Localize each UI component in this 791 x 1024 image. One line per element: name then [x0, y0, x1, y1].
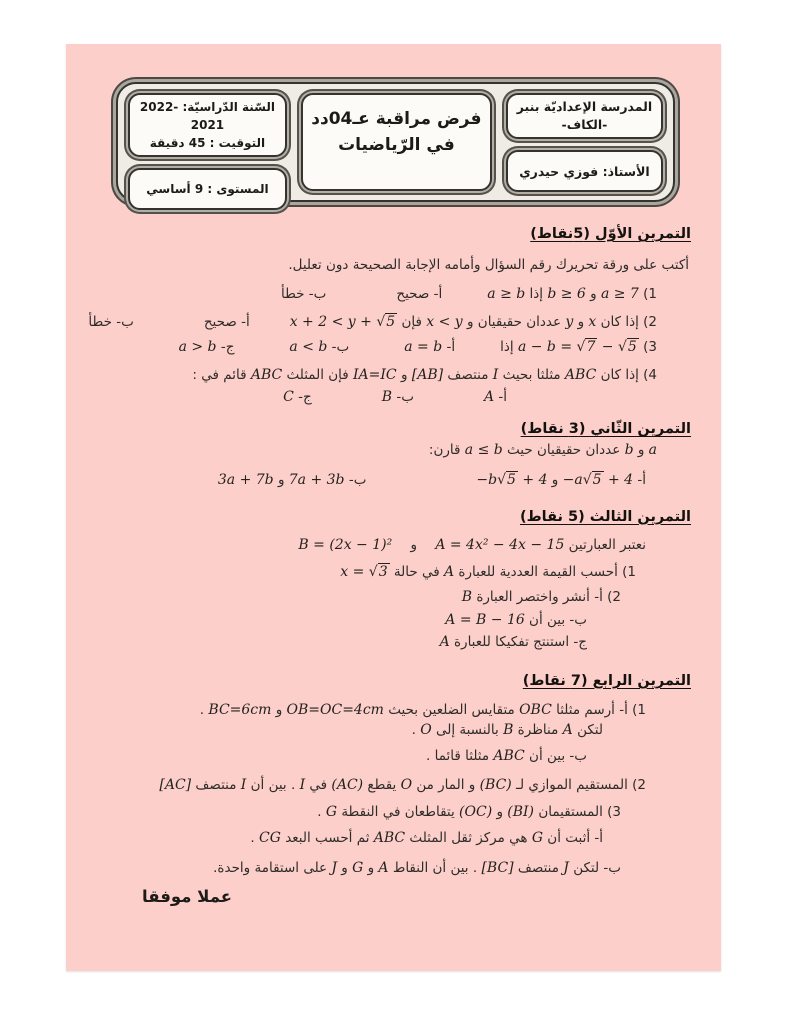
ex3-expressions-line [96, 536, 646, 556]
arabic-text: عددان حقيقيان و [462, 313, 566, 330]
exam-header [116, 82, 675, 202]
arabic-text: منتصف [443, 366, 493, 383]
math-expression: b [624, 442, 634, 459]
math-expression: (OC) [459, 803, 493, 820]
exam-title-box [301, 93, 492, 191]
ex3-q2b-line [96, 611, 587, 631]
arabic-text: 3) المستقيمان [534, 803, 621, 820]
arabic-text: ب- [344, 472, 367, 489]
arabic-text: . [199, 702, 209, 719]
arabic-text: . [411, 721, 421, 738]
duration: التوقيت : 45 دقيقة [149, 136, 266, 150]
sqrt-radical: √7 [576, 339, 596, 356]
spacer [414, 396, 484, 397]
math-expression: IA=IC [353, 366, 397, 383]
arabic-text: في حالة [389, 563, 444, 580]
arabic-text: ب- بين أن [524, 748, 587, 765]
arabic-text: ب- [327, 339, 350, 356]
ex3-q1-line [96, 563, 636, 583]
math-expression: [AC] [159, 776, 192, 793]
arabic-text: أ- أثبت أن [543, 830, 603, 847]
arabic-text: ب- بين أن [524, 611, 587, 628]
arabic-text: ثم أحسب البعد [280, 830, 374, 847]
arabic-text: ج- [293, 388, 312, 405]
teacher-box [506, 150, 663, 192]
sqrt-radical: √5 [376, 313, 396, 330]
math-expression: B [461, 589, 473, 606]
arabic-text: إذا [525, 286, 548, 303]
arabic-text: و [492, 803, 508, 820]
math-expression: C [283, 388, 294, 405]
arabic-text: قائم في : [192, 366, 251, 383]
arabic-text: ب- [392, 388, 414, 405]
sqrt-radical: √5 [497, 472, 516, 489]
math-expression: ABC [493, 748, 525, 765]
arabic-text: . بين أن النقاط [388, 859, 482, 876]
ex4-q3b-line [96, 859, 621, 879]
ex4-q2-line [96, 776, 646, 796]
exercise-3-title: التمرين الثالث (5 نقاط) [519, 508, 691, 525]
arabic-text: و [273, 472, 289, 489]
math-expression: [AB] [411, 366, 444, 383]
school-column [506, 93, 663, 191]
arabic-text: في [305, 776, 332, 793]
ex1-q4-line [96, 366, 657, 386]
ex1-q1-line [96, 285, 657, 305]
math-expression: A [439, 634, 450, 651]
math-expression: I [240, 776, 247, 793]
math-expression: G [325, 803, 338, 820]
arabic-text: و [585, 286, 601, 303]
math-expression: (BI) [507, 803, 535, 820]
spacer [392, 544, 406, 545]
math-expression: a < b [289, 339, 328, 356]
math-expression: BC=6cm [208, 702, 272, 719]
arabic-text: و [337, 859, 353, 876]
math-expression: G [531, 830, 543, 847]
arabic-text: مناظرة [513, 721, 563, 738]
ex4-q3-line [96, 803, 621, 823]
arabic-text: و المار من [412, 776, 480, 793]
math-expression: a ≤ b [464, 442, 503, 459]
math-expression: A [444, 563, 455, 580]
math-expression: x + 2 < y + √5 [289, 313, 396, 330]
math-expression: O [400, 776, 413, 793]
spacer [250, 321, 290, 322]
arabic-text: 2) إذا كان [596, 313, 657, 330]
ex1-q2-line [88, 313, 657, 333]
teacher-name: الأستاذ: فوزي حيدري [519, 163, 650, 179]
math-expression: OB=OC=4cm [286, 702, 384, 719]
exercise-1-title: التمرين الأوّل (5نقاط) [530, 226, 691, 242]
spacer [312, 396, 382, 397]
math-expression: B [381, 388, 393, 405]
radicand: 5 [386, 313, 396, 330]
math-expression: (BC) [479, 776, 512, 793]
exam-document [66, 44, 721, 908]
math-expression: I [492, 366, 499, 383]
arabic-text: أ- [633, 472, 646, 489]
math-expression: B [503, 721, 514, 738]
arabic-text: يتقاطعان في النقطة [337, 803, 460, 820]
ex2-statement-line [96, 441, 657, 461]
arabic-text: و [633, 442, 649, 459]
math-expression: −b√5 + 4 [476, 472, 548, 489]
math-expression: B = (2x − 1)² [298, 536, 393, 553]
math-expression: I [299, 776, 306, 793]
arabic-text: عددان حقيقيان حيث [502, 442, 625, 459]
math-expression: y [565, 313, 574, 330]
spacer [507, 396, 657, 397]
exercise-4-title: التمرين الرابع (7 نقاط) [522, 672, 691, 689]
math-expression: G [352, 859, 364, 876]
arabic-text: يقطع [363, 776, 401, 793]
exercise-4-section [96, 653, 691, 878]
arabic-text: و [271, 702, 287, 719]
math-expression: a = b [404, 339, 443, 356]
math-expression: a ≥ 7 [600, 286, 639, 303]
math-expression: x = √3 [340, 563, 388, 580]
arabic-text: 1) أ- أرسم مثلثا [551, 702, 646, 719]
arabic-text: فإن المثلث [282, 366, 354, 383]
math-expression: [BC] [481, 859, 514, 876]
ex1-q3-line [96, 338, 657, 358]
math-expression: ABC [564, 366, 597, 383]
ex1-intro-line [96, 256, 689, 275]
math-expression: a [648, 442, 657, 459]
ex1-q4-options-line [96, 388, 657, 408]
exam-title-line2: في الرّياضيات [338, 134, 455, 155]
sqrt-radical: √5 [582, 472, 602, 489]
school-year [136, 98, 279, 152]
school-name [517, 98, 652, 134]
math-expression: b ≥ 6 [547, 286, 586, 303]
math-expression: A [483, 388, 495, 405]
arabic-text: على استقامة واحدة. [213, 859, 332, 876]
arabic-text: . [317, 803, 326, 820]
arabic-text: 2) المستقيم الموازي لـ [511, 776, 646, 793]
math-expression: a − b = √7 − √5 [517, 339, 637, 356]
arabic-text: ب- لتكن [568, 859, 621, 876]
arabic-text: 3) [638, 339, 657, 356]
sqrt-radical: √5 [618, 339, 637, 356]
sqrt-radical: √3 [368, 563, 388, 580]
arabic-text: أكتب على ورقة تحريرك رقم السؤال وأمامه الإجابة الصحيحة دون تعليل. [288, 257, 689, 274]
spacer [366, 480, 476, 481]
math-expression: A [378, 859, 389, 876]
exam-title [311, 107, 481, 158]
radicand: 5 [507, 472, 516, 489]
year-duration-box [128, 93, 287, 157]
math-expression: OBC [519, 702, 552, 719]
math-expression: O [420, 721, 432, 738]
math-expression: x < y [426, 313, 463, 330]
arabic-text: مثلثا قائما . [426, 748, 494, 765]
arabic-text: ج- [216, 339, 235, 356]
math-expression: 3a + 7b [217, 472, 274, 489]
math-expression: 7a + 3b [288, 472, 345, 489]
arabic-text: أ- صحيح [203, 313, 250, 330]
math-expression: ABC [373, 830, 406, 847]
arabic-text: 1) أحسب القيمة العددية للعبارة [454, 563, 636, 580]
ex3-q2c-line [96, 633, 587, 653]
exam-paper [66, 44, 721, 971]
spacer [455, 347, 500, 348]
arabic-text: 4) إذا كان [596, 366, 657, 383]
school-year-value: 2022-2021 [139, 100, 225, 132]
math-expression: A = 4x² − 4x − 15 [435, 536, 565, 553]
arabic-text: مثلثا بحيث [498, 366, 565, 383]
radicand: 5 [627, 339, 637, 356]
math-expression: J [331, 859, 338, 876]
arabic-text: أ- [494, 388, 507, 405]
arabic-text: و [573, 313, 589, 330]
math-expression: a ≥ b [487, 286, 526, 303]
level-box [128, 168, 287, 210]
arabic-text: نعتبر العبارتين [564, 536, 646, 553]
arabic-text: متقايس الضلعين بحيث [383, 702, 520, 719]
arabic-text: إذا [500, 339, 518, 356]
arabic-text: و [396, 366, 412, 383]
math-expression: a > b [178, 339, 217, 356]
arabic-text: أ- [442, 339, 456, 356]
math-expression: x [588, 313, 597, 330]
arabic-text: أ- صحيح [396, 286, 443, 303]
footer-message: عملا موفقا [142, 887, 233, 907]
arabic-text: 1) [638, 286, 657, 303]
spacer [326, 294, 396, 295]
ex4-q1a2-line [96, 721, 603, 741]
school-name-line1: المدرسة الإعداديّة بنبر [516, 99, 653, 114]
arabic-text: ب- خطأ [280, 286, 327, 303]
info-column [128, 93, 287, 196]
math-expression: J [563, 859, 569, 876]
ex4-q1a-line [96, 701, 646, 721]
math-expression: A [562, 721, 573, 738]
radicand: 5 [592, 472, 602, 489]
math-expression: −a√5 + 4 [562, 472, 634, 489]
spacer [234, 347, 289, 348]
arabic-text: و [547, 472, 563, 489]
arabic-text: لتكن [572, 721, 603, 738]
level: المستوى : 9 أساسي [146, 181, 269, 196]
radicand: 7 [586, 339, 596, 356]
arabic-text: ج- استنتج تفكيكا للعبارة [449, 634, 587, 651]
exercise-2-section [96, 407, 691, 490]
arabic-text: ب- خطأ [88, 313, 134, 330]
spacer [134, 321, 204, 322]
math-expression: (AC) [331, 776, 364, 793]
spacer [442, 294, 487, 295]
arabic-text: . بين أن [246, 776, 300, 793]
math-expression: CG [259, 830, 281, 847]
school-box [506, 93, 663, 139]
exercise-3-section [96, 491, 691, 653]
arabic-text: و [363, 859, 379, 876]
arabic-text: بالنسبة إلى [431, 721, 504, 738]
exam-title-line1: فرض مراقبة عـ04دد [311, 109, 482, 129]
arabic-text: فإن [397, 313, 427, 330]
arabic-text: . [250, 830, 260, 847]
arabic-text: هي مركز ثقل المثلث [405, 830, 532, 847]
ex3-q2a-line [96, 588, 621, 608]
arabic-text: و [406, 536, 422, 553]
math-expression: ABC [250, 366, 283, 383]
ex4-q1b-line [96, 747, 587, 767]
exercise-2-title: التمرين الثّاني (3 نقاط) [520, 421, 691, 438]
school-name-line2: -الكاف- [561, 117, 608, 133]
ex2-compare-line [96, 471, 646, 491]
spacer [421, 544, 435, 545]
math-expression: A = B − 16 [445, 611, 525, 628]
exercise-1-section [88, 202, 691, 407]
school-year-label: السّنة الدّراسيّة: [182, 100, 275, 114]
ex4-q3a-line [96, 829, 603, 849]
arabic-text: 2) أ- أنشر واختصر العبارة [472, 589, 621, 606]
radicand: 3 [378, 563, 388, 580]
arabic-text: منتصف [191, 776, 241, 793]
arabic-text: منتصف [513, 859, 564, 876]
spacer [349, 347, 404, 348]
arabic-text: قارن: [428, 442, 465, 459]
